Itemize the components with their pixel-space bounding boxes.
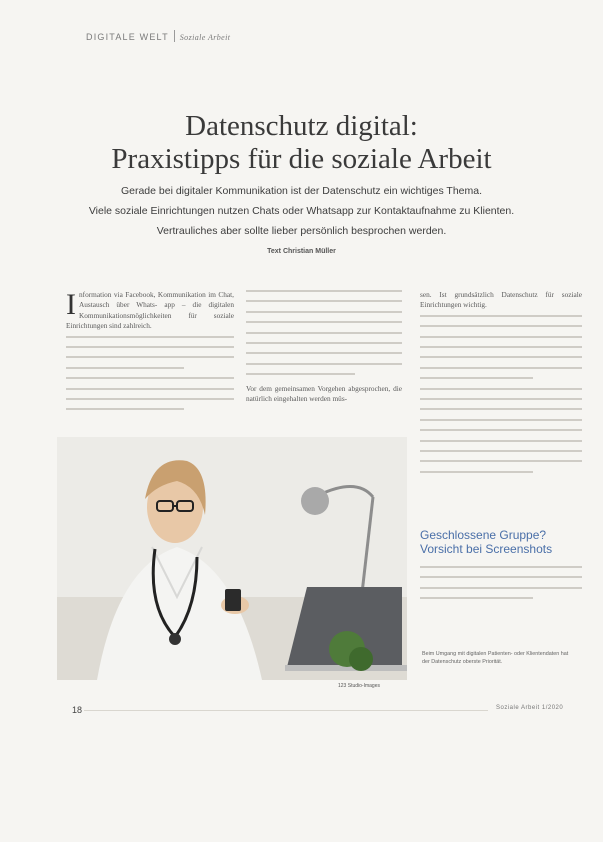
- body-text: nformation via Facebook, Kommunikation im Chat, Austausch über Whats-: [79, 290, 234, 310]
- photo-credit: 123 Studio-Images: [338, 683, 380, 689]
- lead-line: Vertrauliches aber sollte lieber persönlich besprochen werden.: [156, 225, 447, 237]
- article-title: [0, 110, 603, 176]
- body-column-2: [246, 290, 402, 408]
- body-text: sen. Ist grundsätzlich Datenschutz für soziale Einrichtungen wichtig.: [420, 290, 582, 310]
- lead-line: Gerade bei digitaler Kommunikation ist der Datenschutz ein wichtiges Thema.: [120, 185, 483, 197]
- magazine-name: Soziale Arbeit 1/2020: [496, 705, 564, 711]
- subheading-line: Geschlossene Gruppe?: [420, 528, 547, 542]
- body-text: Vor dem gemeinsamen Vorgehen abgesprochen, die natürlich eingehalten werden müs-: [246, 383, 402, 403]
- title-line: Praxistipps für die soziale Arbeit: [111, 143, 492, 175]
- body-text: app – die digitalen Kommunikationsmöglichkeiten für soziale Einrichtungen sind zahlreich.: [66, 300, 235, 331]
- body-column-3-continued: [420, 566, 582, 608]
- doctor-with-phone-illustration: [57, 437, 407, 680]
- subheading-line: Vorsicht bei Screenshots: [420, 542, 553, 556]
- body-column-3: [420, 290, 582, 481]
- author-byline: Text Christian Müller: [267, 248, 336, 255]
- article-photo: [57, 437, 407, 680]
- illegible-text-block: [66, 336, 234, 411]
- header-divider: [174, 30, 175, 42]
- illegible-text-block: [420, 315, 582, 473]
- section-label: DIGITALE WELT: [86, 32, 169, 42]
- running-header: [86, 30, 230, 42]
- subheading: [420, 528, 590, 556]
- page-number: 18: [72, 705, 83, 715]
- dropcap: I: [66, 288, 76, 321]
- subsection-label: Soziale Arbeit: [179, 33, 231, 42]
- article-lead: [70, 181, 533, 241]
- footer-rule: [84, 710, 488, 711]
- photo-caption: Beim Umgang mit digitalen Patienten- oder Klientendaten hat der Datenschutz oberste Priorität.: [422, 651, 569, 665]
- illegible-text-block: [246, 290, 402, 375]
- body-column-1: [66, 290, 234, 419]
- lead-line: Viele soziale Einrichtungen nutzen Chats oder Whatsapp zur Kontaktaufnahme zu Klienten.: [88, 205, 515, 217]
- title-line: Datenschutz digital:: [185, 110, 418, 142]
